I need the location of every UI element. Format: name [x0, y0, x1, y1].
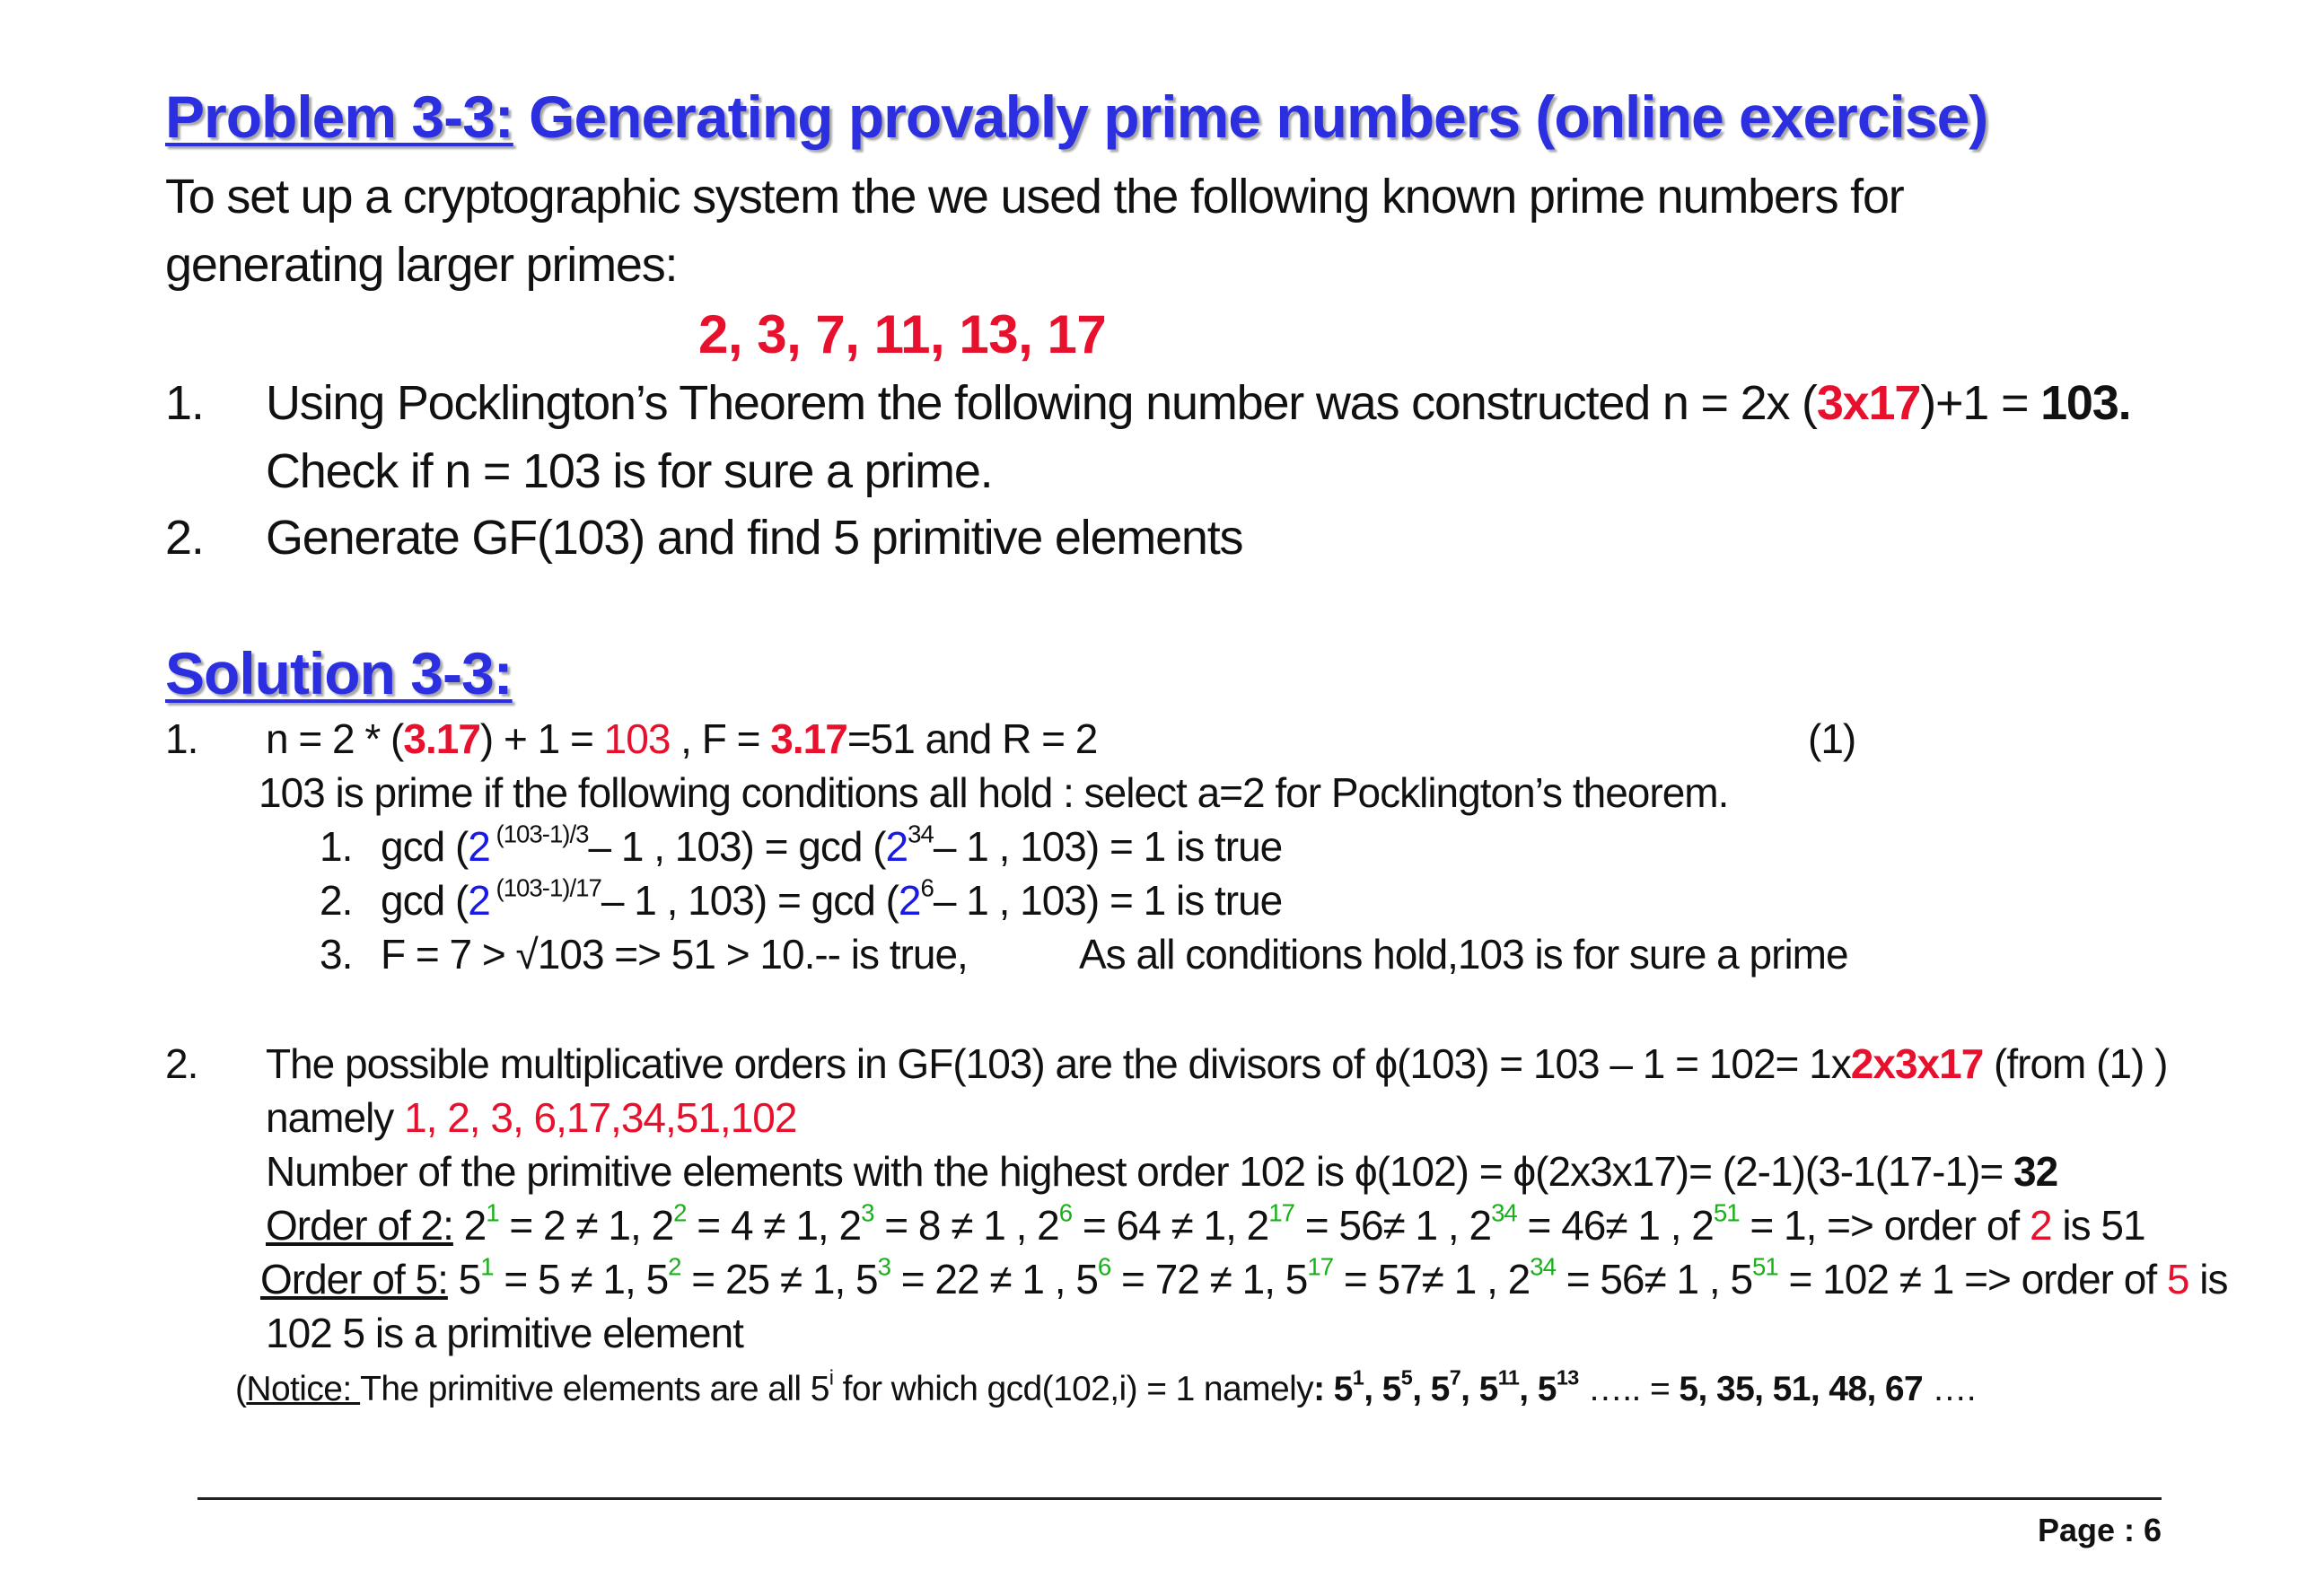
condition3-number: 3.: [320, 931, 353, 978]
footer-divider: [197, 1497, 2162, 1500]
solution-title: [165, 639, 513, 707]
problem-title-text: Generating provably prime numbers (online exercise): [513, 83, 1988, 150]
problem-item2: Generate GF(103) and find 5 primitive elements: [266, 511, 1243, 565]
known-primes: 2, 3, 7, 11, 13, 17: [698, 304, 1107, 364]
condition2-number: 2.: [320, 877, 353, 924]
notice: (Notice: The primitive elements are all 5$^i$ for which gcd(102,i) = 1 namely: $5^1$, $5^5$, $5^7$, $5^{11}$, $5^{13}$ ….. = 5, 35, 51, 48, 67 ….: [235, 1365, 1976, 1408]
notice-label: Notice:: [246, 1370, 361, 1408]
solution-step2: The possible multiplicative orders in GF(103) are the divisors of ϕ(103) = 103 – 1 = 102= 1x2x3x17 (from (1) ): [266, 1040, 2168, 1087]
condition3: F = 7 > √103 => 51 > 10.-- is true,: [381, 931, 968, 978]
problem-item1: Using Pocklington’s Theorem the following number was constructed n = 2x (3x17)+1 = 103.: [266, 376, 2131, 430]
condition1-number: 1.: [320, 823, 353, 870]
solution-label: Solution 3-3:: [165, 640, 513, 706]
solution-step1-line2: 103 is prime if the following conditions all hold : select a=2 for Pocklington’s theorem.: [259, 769, 1729, 816]
equation-number: (1): [1808, 715, 1856, 762]
solution-step2-number: 2.: [165, 1040, 198, 1087]
solution-step1: n = 2 * (3.17) + 1 = 103 , F = 3.17=51 and R = 2: [266, 715, 1098, 762]
order-of-5-conclusion: 102 5 is a primitive element: [266, 1310, 743, 1356]
condition1: gcd (2 $^{(103-1)/3}$– 1 , $103) = \gcd (2^{34}-$ 1 , 103) = 1 is true: [381, 820, 1283, 870]
problem-item1-line2: Check if n = 103 is for sure a prime.: [266, 444, 993, 498]
page-number: Page : 6: [2038, 1512, 2162, 1548]
problem-label: Problem 3-3:: [165, 83, 513, 150]
problem-item1-number: 1.: [165, 376, 204, 430]
order-of-5: Order of 5: $5^1 = 5 \ne 1$, $5^2 = 25 \ne 1$, $5^3 = 22 \ne 1$ , $5^6 = 72 \ne 1$, $5^{17} = 57\ne 1$ , $2^{34} = 56\ne 1$ , $5^{51} = 102 \ne 1$ => order of 5 is: [260, 1252, 2228, 1302]
solution-step1-number: 1.: [165, 715, 198, 762]
problem-title: [165, 83, 1987, 151]
problem-item2-number: 2.: [165, 511, 204, 565]
condition-conclusion: As all conditions hold,103 is for sure a prime: [1079, 931, 1848, 978]
primitive-count: Number of the primitive elements with the highest order 102 is ϕ(102) = ϕ(2x3x17)= (2-1)(3-1(17-1)= 32: [266, 1148, 2058, 1195]
condition2: gcd (2 $^{(103-1)/17}$– 1 , $103) = \gcd (2^6-$ 1 , 103) = 1 is true: [381, 873, 1283, 924]
problem-intro-line2: generating larger primes:: [165, 238, 678, 292]
order-of-2: Order of 2: $2^1 = 2 \ne 1$, $2^2 = 4 \ne 1$, $2^3 = 8 \ne 1$ , $2^6 = 64 \ne 1$, $2^{17} = 56\ne 1$ , $2^{34} = 46\ne 1$ , $2^{51} = 1$, => order of 2 is 51: [266, 1198, 2145, 1249]
problem-item1-factor: 3x17: [1816, 376, 1921, 430]
divisor-list: namely 1, 2, 3, 6,17,34,51,102: [266, 1094, 797, 1141]
problem-intro-line1: To set up a cryptographic system the we used the following known prime numbers for: [165, 170, 1904, 224]
